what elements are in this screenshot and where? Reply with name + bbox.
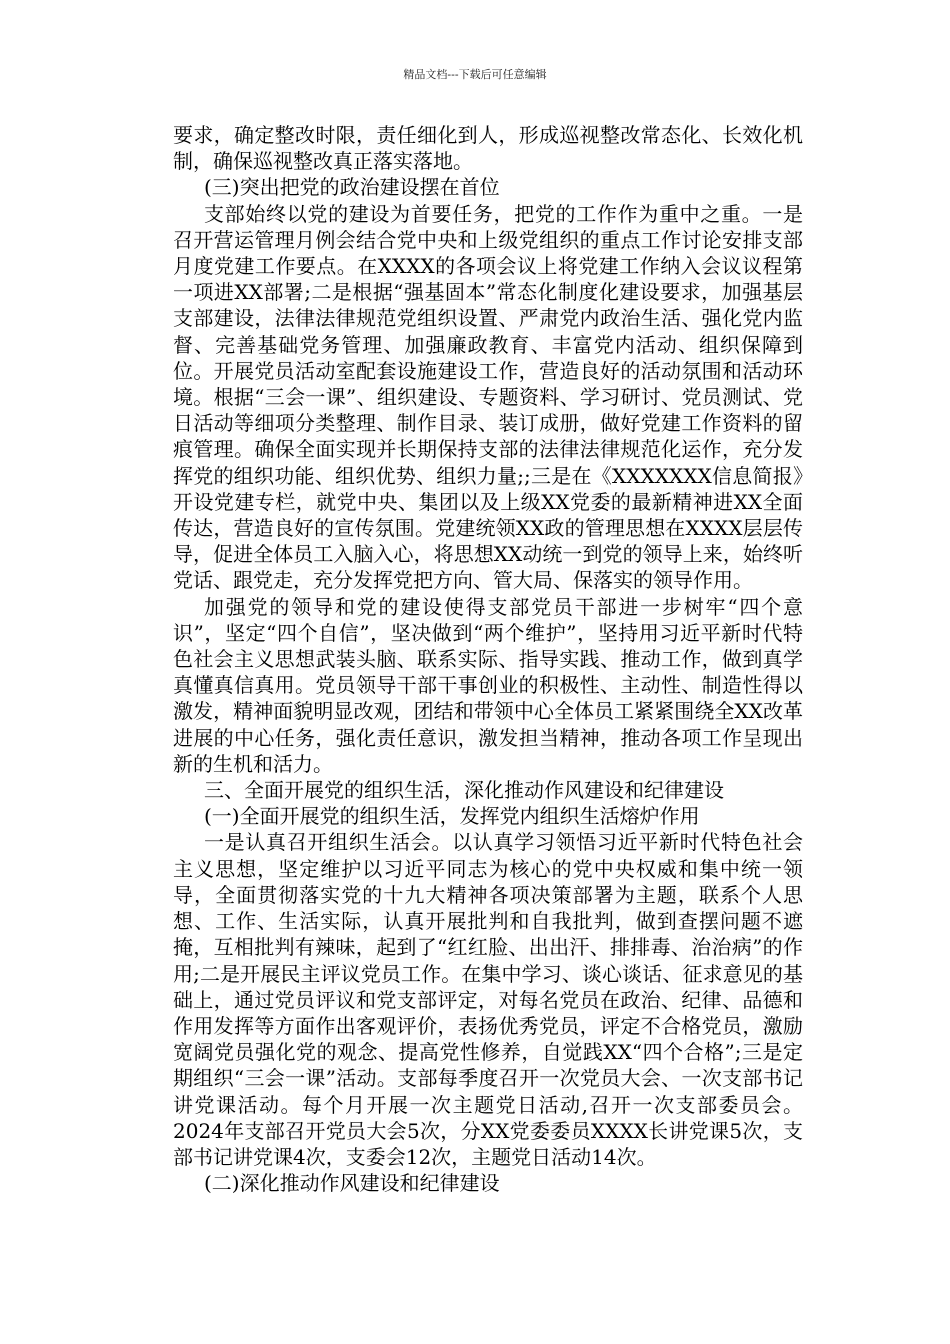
section-subheading-1: (一)全面开展党的组织生活，发挥党内组织生活熔炉作用: [204, 804, 700, 829]
document-body: [173, 122, 803, 1196]
paragraph-organization-life: 一是认真召开组织生活会。以认真学习领悟习近平新时代特色社会主义思想，坚定维护以习近平同志为核心的党中央权威和集中统一领导，全面贯彻落实党的十九大精神各项决策部署为主题，联系个人思想、工作、生活实际，认真开展批判和自我批判，做到查摆问题不遮掩，互相批判有辣味，起到了“红红脸、出出汗、排排毒、治治病”的作用;二是开展民主评议党员工作。在集中学习、谈心谈话、征求意见的基础上，通过党员评议和党支部评定，对每名党员在政治、纪律、品德和作用发挥等方面作出客观评价，表扬优秀党员，评定不合格党员，激励宽阔党员强化党的观念、提高党性修养，自觉践XX“四个合格”;三是定期组织“三会一课”活动。支部每季度召开一次党员大会、一次支部书记讲党课活动。每个月开展一次主题党日活动,召开一次支部委员会。2024年支部召开党员大会5次，分XX党委委员XXXX长讲党课5次，支部书记讲党课4次，支委会12次，主题党日活动14次。: [173, 830, 803, 1169]
paragraph-party-building: 支部始终以党的建设为首要任务，把党的工作作为重中之重。一是召开营运管理月例会结合党中央和上级党组织的重点工作讨论安排支部月度党建工作要点。在XXXX的各项会议上将党建工作纳入会议议程第一项进XX部署;二是根据“强基固本”常态化制度化建设要求，加强基层支部建设，法律法律规范党组织设置、严肃党内政治生活、强化党内监督、完善基础党务管理、加强廉政教育、丰富党内活动、组织保障到位。开展党员活动室配套设施建设工作，营造良好的活动氛围和活动环境。根据“三会一课”、组织建设、专题资料、学习研讨、党员测试、党日活动等细项分类整理、制作目录、装订成册，做好党建工作资料的留痕管理。确保全面实现并长期保持支部的法律法律规范化运作，充分发挥党的组织功能、组织优势、组织力量;;三是在《XXXXXXX信息简报》开设党建专栏，就党中央、集团以及上级XX党委的最新精神进XX全面传达，营造良好的宣传氛围。党建统领XX政的管理思想在XXXX层层传导，促进全体员工入脑入心，将思想XX动统一到党的领导上来，始终听党话、跟党走，充分发挥党把方向、管大局、保落实的领导作用。: [173, 201, 803, 593]
section-subheading-3: (三)突出把党的政治建设摆在首位: [204, 175, 500, 200]
section-subheading-2: (二)深化推动作风建设和纪律建设: [204, 1171, 500, 1196]
page-header: 精品文档---下载后可任意编辑: [403, 68, 547, 81]
section-heading-3: 三、全面开展党的组织生活，深化推动作风建设和纪律建设: [204, 778, 724, 803]
paragraph-leadership: 加强党的领导和党的建设使得支部党员干部进一步树牢“四个意识”，坚定“四个自信”，坚决做到“两个维护”，坚持用习近平新时代特色社会主义思想武装头脑、联系实际、指导实践、推动工作，做到真学真懂真信真用。党员领导干部干事创业的积极性、主动性、制造性得以激发，精神面貌明显改观，团结和带领中心全体员工紧紧围绕全XX改革进展的中心任务，强化责任意识，激发担当精神，推动各项工作呈现出新的生机和活力。: [173, 594, 803, 776]
paragraph-continuation: 要求，确定整改时限，责任细化到人，形成巡视整改常态化、长效化机制，确保巡视整改真正落实落地。: [173, 123, 803, 174]
